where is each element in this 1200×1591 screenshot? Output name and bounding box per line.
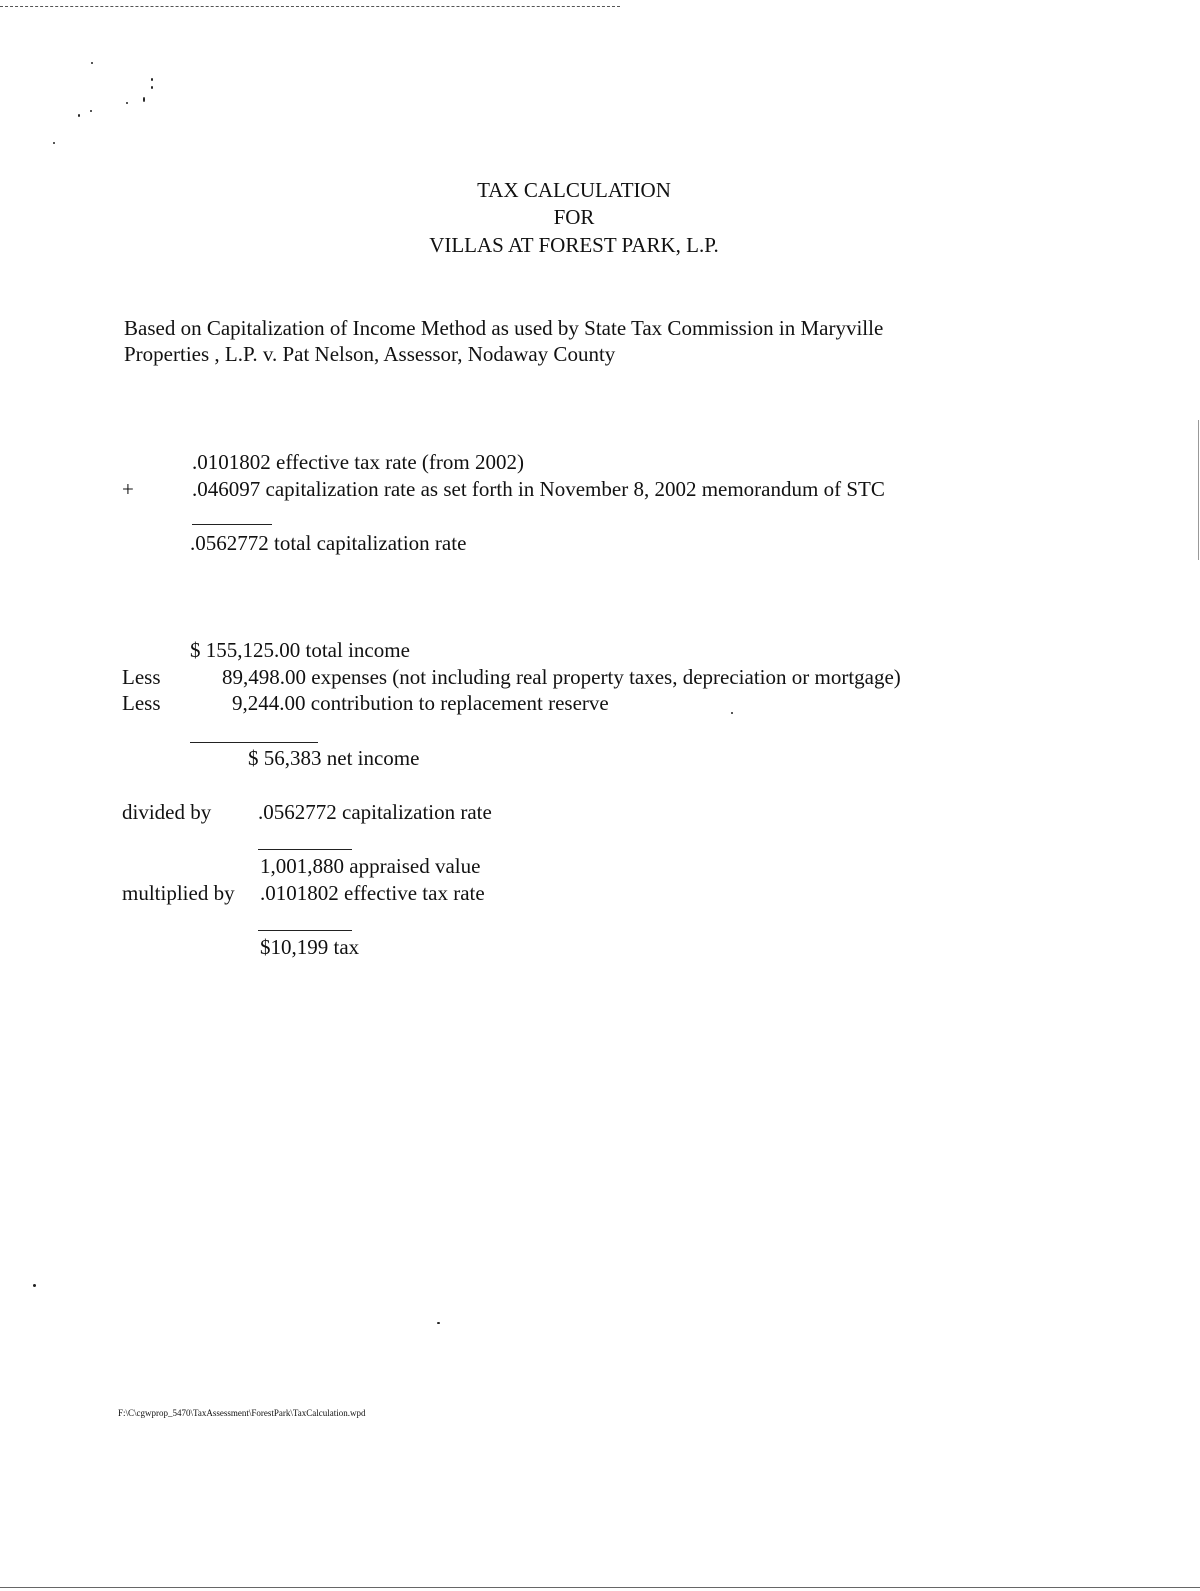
scan-speck bbox=[151, 78, 153, 81]
sum-rule-rates bbox=[192, 524, 272, 525]
sum-rule-appraised bbox=[258, 849, 352, 850]
scan-speck bbox=[33, 1284, 36, 1287]
capitalization-rate-line: .046097 capitalization rate as set forth in November 8, 2002 memorandum of STC bbox=[192, 477, 885, 501]
divisor-line: .0562772 capitalization rate bbox=[258, 800, 492, 824]
scan-speck bbox=[143, 97, 145, 102]
appraised-value-line: 1,001,880 appraised value bbox=[260, 854, 481, 878]
replacement-reserve-line: 9,244.00 contribution to replacement reserve bbox=[232, 691, 609, 715]
scan-speck bbox=[126, 102, 128, 104]
document-title-line3: VILLAS AT FOREST PARK, L.P. bbox=[429, 233, 719, 257]
plus-sign: + bbox=[122, 477, 134, 501]
document-title-line2: FOR bbox=[553, 205, 595, 229]
footer-file-path: F:\C\cgwprop_5470\TaxAssessment\ForestPark\TaxCalculation.wpd bbox=[118, 1408, 366, 1418]
scan-right-edge bbox=[1198, 420, 1199, 560]
total-capitalization-rate-line: .0562772 total capitalization rate bbox=[190, 531, 467, 555]
effective-tax-rate-line: .0101802 effective tax rate (from 2002) bbox=[192, 450, 524, 474]
scan-speck bbox=[731, 712, 733, 714]
scan-top-border bbox=[0, 6, 620, 7]
sum-rule-income bbox=[190, 742, 318, 743]
scan-speck bbox=[91, 62, 93, 64]
divided-by-label: divided by bbox=[122, 800, 212, 824]
scan-speck bbox=[437, 1322, 440, 1324]
scan-speck bbox=[151, 86, 153, 89]
less-label-expenses: Less bbox=[122, 665, 161, 689]
less-label-reserve: Less bbox=[122, 691, 161, 715]
scan-speck bbox=[53, 142, 55, 144]
intro-line2: Properties , L.P. v. Pat Nelson, Assessor, Nodaway County bbox=[124, 342, 616, 366]
document-title-line1: TAX CALCULATION bbox=[477, 178, 671, 202]
tax-result-line: $10,199 tax bbox=[260, 935, 360, 959]
expenses-line: 89,498.00 expenses (not including real property taxes, depreciation or mortgage) bbox=[222, 665, 901, 689]
multiplied-by-label: multiplied by bbox=[122, 881, 235, 905]
scan-speck bbox=[90, 110, 92, 112]
sum-rule-tax bbox=[258, 930, 352, 931]
scan-speck bbox=[78, 114, 80, 117]
multiplier-line: .0101802 effective tax rate bbox=[260, 881, 485, 905]
net-income-line: $ 56,383 net income bbox=[248, 746, 420, 770]
total-income-line: $ 155,125.00 total income bbox=[190, 638, 410, 662]
scan-bottom-border bbox=[0, 1587, 1200, 1588]
intro-line1: Based on Capitalization of Income Method as used by State Tax Commission in Maryville bbox=[124, 316, 884, 340]
